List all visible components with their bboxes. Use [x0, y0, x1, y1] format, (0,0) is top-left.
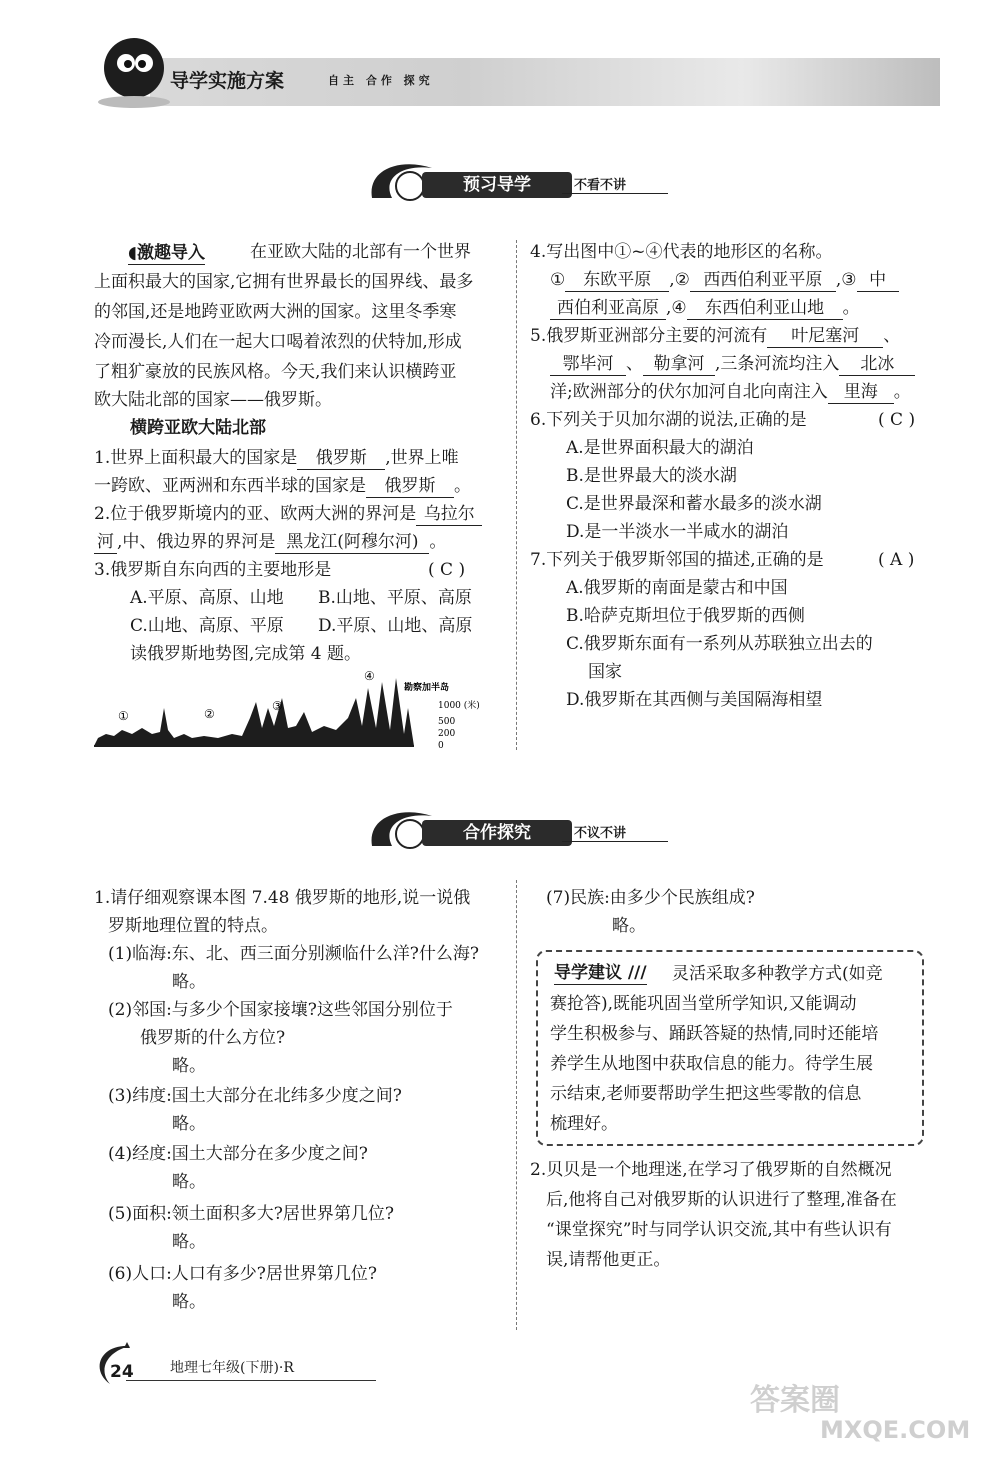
- coop-q2-line-4: 误,请帮他更正。: [546, 1250, 671, 1270]
- tip-line-2: 赛抢答),既能巩固当堂所学知识,又能调动: [550, 994, 857, 1014]
- profile-peninsula-label: 勘察加半岛: [404, 683, 450, 693]
- intro-line-5: 了粗犷豪放的民族风格。今天,我们来认识横跨亚: [94, 362, 457, 382]
- coop-item-1: (1)临海:东、北、西三面分别濒临什么洋?什么海?: [108, 944, 480, 964]
- profile-marker-2: ②: [204, 707, 215, 721]
- watermark-bottom: MXQE.COM: [820, 1416, 971, 1444]
- q3-answer: ( C ): [428, 560, 466, 580]
- q3-stem: 3.俄罗斯自东向西的主要地形是: [94, 560, 332, 580]
- tip-line-3: 学生积极参与、踊跃答疑的热情,同时还能培: [550, 1024, 879, 1044]
- q7-option-d: D.俄罗斯在其西侧与美国隔海相望: [566, 690, 823, 710]
- coop-item-2: (2)邻国:与多少个国家接壤?这些邻国分别位于: [108, 1000, 453, 1020]
- profile-scale-200: 200: [438, 729, 456, 739]
- tip-line-6: 梳理好。: [550, 1114, 618, 1134]
- q6-stem: 6.下列关于贝加尔湖的说法,正确的是: [530, 410, 807, 430]
- q6-option-b: B.是世界最大的淡水湖: [566, 466, 737, 486]
- book-title: 地理七年级(下册)·R: [170, 1360, 294, 1376]
- intro-line-3: 的邻国,还是地跨亚欧两大洲的国家。这里冬季寒: [94, 302, 457, 322]
- section-subtitle-coop: 不议不讲: [562, 822, 668, 842]
- section-head-coop: [362, 806, 662, 852]
- coop-q2-line-2: 后,他将自己对俄罗斯的认识进行了整理,准备在: [546, 1190, 897, 1210]
- q7-option-c-line2: 国家: [588, 662, 622, 682]
- coop-item-1-answer: 略。: [172, 972, 206, 992]
- coop-q2-line-1: 2.贝贝是一个地理迷,在学习了俄罗斯的自然概况: [530, 1160, 892, 1180]
- q4-line-2: 西伯利亚高原 ,④ 东西伯利亚山地 。: [550, 294, 860, 322]
- q4-stem: 4.写出图中①~④代表的地形区的名称。: [530, 242, 833, 262]
- coop-q2-line-3: “课堂探究”时与同学认识交流,其中有些认识有: [546, 1220, 892, 1240]
- coop-item-5: (5)面积:领土面积多大?居世界第几位?: [108, 1204, 395, 1224]
- page-number: 24: [110, 1362, 134, 1382]
- q3-option-b: B.山地、平原、高原: [318, 588, 472, 608]
- q3-option-c: C.山地、高原、平原: [130, 616, 284, 636]
- coop-q1-line-1: 1.请仔细观察课本图 7.48 俄罗斯的地形,说一说俄: [94, 888, 471, 908]
- section-subtitle-preview: 不看不讲: [562, 174, 668, 194]
- section-title-coop: 合作探究: [422, 820, 572, 846]
- q7-answer: ( A ): [878, 550, 915, 570]
- q6-answer: ( C ): [878, 410, 916, 430]
- intro-label-icon: ◖: [128, 243, 137, 263]
- q6-option-a: A.是世界面积最大的湖泊: [566, 438, 754, 458]
- intro-line-4: 冷而漫长,人们在一起大口喝着浓烈的伏特加,形成: [94, 332, 462, 352]
- q5-line-2: 鄂毕河 、 勒拿河 ,三条河流均注入 北冰: [550, 350, 915, 378]
- q2-line-2: 河 ,中、俄边界的界河是 黑龙江(阿穆尔河) 。: [94, 528, 446, 556]
- coop-item-3: (3)纬度:国土大部分在北纬多少度之间?: [108, 1086, 402, 1106]
- section-head-preview: [362, 158, 662, 204]
- profile-marker-3: ③: [272, 699, 283, 713]
- coop-item-6: (6)人口:人口有多少?居世界第几位?: [108, 1264, 378, 1284]
- q1-line-2: 一跨欧、亚两洲和东西半球的国家是 俄罗斯 。: [94, 476, 471, 496]
- tip-slash-icon: ///: [622, 963, 647, 983]
- coop-item-3-answer: 略。: [172, 1114, 206, 1134]
- subheading: 横跨亚欧大陆北部: [130, 418, 266, 438]
- header-tags: 自主 合作 探究: [328, 74, 434, 87]
- coop-item-7-answer: 略。: [612, 916, 646, 936]
- coop-item-5-answer: 略。: [172, 1232, 206, 1252]
- q1-line-1: 1.世界上面积最大的国家是 俄罗斯 ,世界上唯: [94, 448, 459, 468]
- column-divider-bottom: [516, 880, 517, 1330]
- q4-line-1: ① 东欧平原 ,② 西西伯利亚平原 ,③ 中: [550, 266, 899, 294]
- tip-line-1: 灵活采取多种教学方式(如竞: [672, 964, 883, 984]
- watermark: [720, 1385, 980, 1445]
- q7-stem: 7.下列关于俄罗斯邻国的描述,正确的是: [530, 550, 824, 570]
- intro-line-2: 上面积最大的国家,它拥有世界最长的国界线、最多: [94, 272, 474, 292]
- terrain-silhouette: [94, 678, 414, 746]
- footer-rule: [126, 1380, 376, 1381]
- q3-option-d: D.平原、山地、高原: [318, 616, 473, 636]
- coop-item-4-answer: 略。: [172, 1172, 206, 1192]
- profile-marker-4: ④: [364, 669, 375, 683]
- q2-line-1: 2.位于俄罗斯境内的亚、欧两大洲的界河是 乌拉尔: [94, 500, 482, 528]
- column-divider-top: [516, 240, 517, 750]
- read-map-instruction: 读俄罗斯地势图,完成第 4 题。: [130, 644, 362, 664]
- coop-item-7: (7)民族:由多少个民族组成?: [546, 888, 755, 908]
- section-title-preview: 预习导学: [422, 172, 572, 198]
- intro-line-6: 欧大陆北部的国家——俄罗斯。: [94, 390, 332, 410]
- q5-line-1: 5.俄罗斯亚洲部分主要的河流有 叶尼塞河 、: [530, 326, 901, 346]
- watermark-top: 答案圈: [750, 1383, 840, 1418]
- profile-scale-500: 500: [438, 717, 456, 727]
- coop-item-2-answer: 略。: [172, 1056, 206, 1076]
- intro-line-1: 在亚欧大陆的北部有一个世界: [250, 242, 471, 262]
- profile-scale-0: 0: [438, 741, 444, 751]
- profile-marker-1: ①: [118, 709, 129, 723]
- q5-line-3: 洋;欧洲部分的伏尔加河自北向南注入 里海 。: [550, 382, 911, 402]
- header-title: 导学实施方案: [170, 70, 285, 92]
- q6-option-c: C.是世界最深和蓄水最多的淡水湖: [566, 494, 822, 514]
- intro-label: ◖激趣导入: [128, 243, 205, 263]
- q7-option-b: B.哈萨克斯坦位于俄罗斯的西侧: [566, 606, 805, 626]
- q7-option-c-line1: C.俄罗斯东面有一系列从苏联独立出去的: [566, 634, 873, 654]
- q6-option-d: D.是一半淡水一半咸水的湖泊: [566, 522, 789, 542]
- coop-q1-line-2: 罗斯地理位置的特点。: [108, 916, 278, 936]
- tip-line-5: 示结束,老师要帮助学生把这些零散的信息: [550, 1084, 862, 1104]
- coop-item-2-line2: 俄罗斯的什么方位?: [140, 1028, 286, 1048]
- tip-line-4: 养学生从地图中获取信息的能力。待学生展: [550, 1054, 873, 1074]
- teaching-tip-label: 导学建议 ///: [554, 963, 647, 983]
- terrain-profile-chart: [92, 668, 512, 752]
- coop-item-6-answer: 略。: [172, 1292, 206, 1312]
- q3-option-a: A.平原、高原、山地: [130, 588, 284, 608]
- q7-option-a: A.俄罗斯的南面是蒙古和中国: [566, 578, 788, 598]
- coop-item-4: (4)经度:国土大部分在多少度之间?: [108, 1144, 368, 1164]
- profile-scale-1000: 1000 (米): [438, 701, 480, 711]
